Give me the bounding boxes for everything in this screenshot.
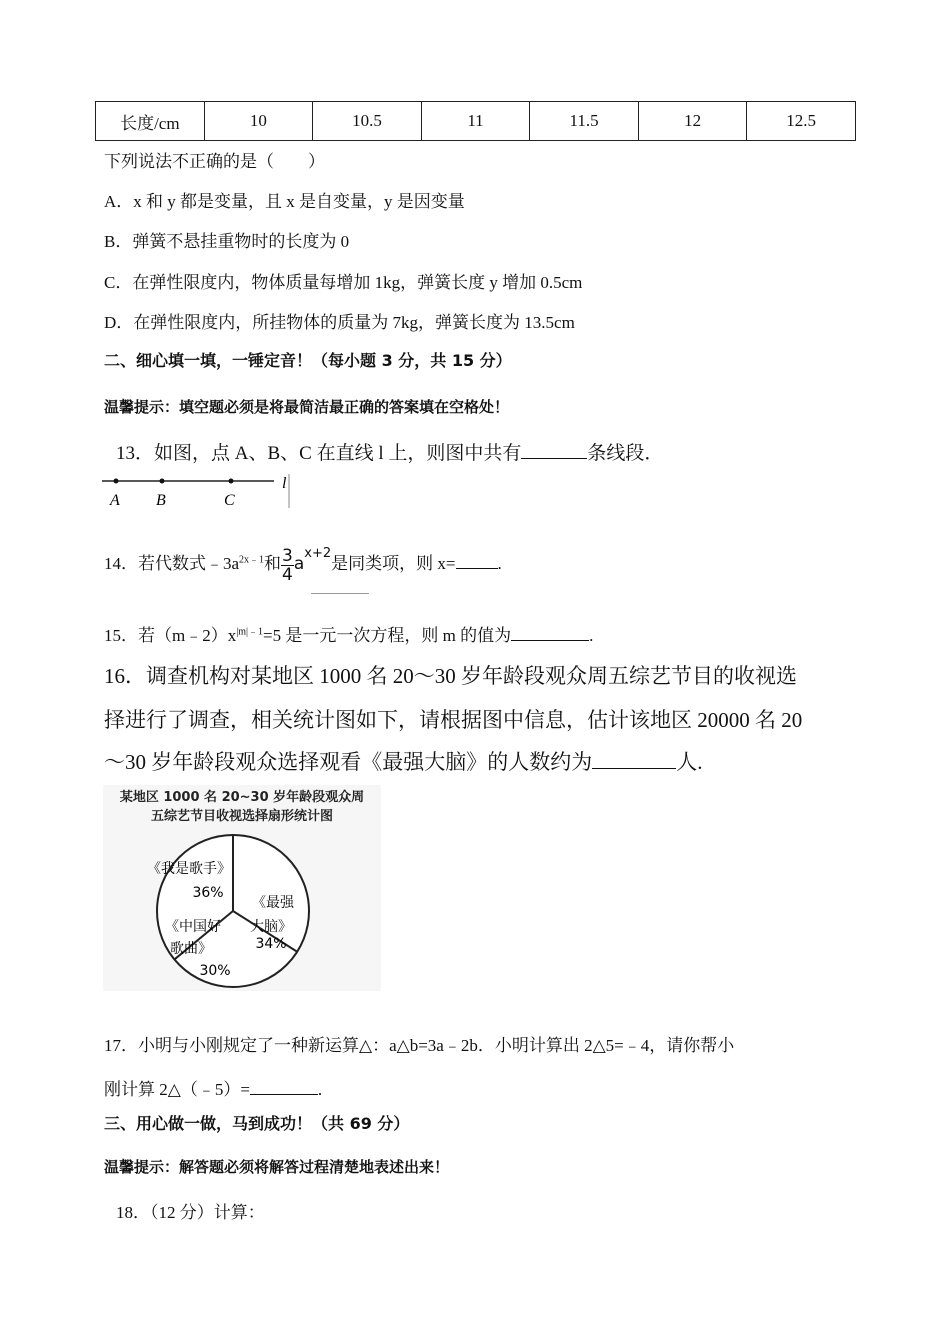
table-cell: 10 — [204, 102, 313, 141]
q12-stem: 下列说法不正确的是（ ） — [104, 152, 325, 171]
q14-text — [104, 546, 502, 584]
q17-line1: 17．小明与小刚规定了一种新运算△：a△b=3a﹣2b．小明计算出 2△5=﹣4，请你帮小 — [104, 1036, 735, 1055]
q15-text — [104, 621, 593, 646]
q12-option-a: A．x 和 y 都是变量，且 x 是自变量，y 是因变量 — [104, 192, 465, 211]
chart-title-line2: 五综艺节目收视选择扇形统计图 — [150, 809, 334, 824]
q12-option-c: C．在弹性限度内，物体质量每增加 1kg，弹簧长度 y 增加 0.5cm — [104, 273, 583, 292]
q16-line3-pre: ～30 岁年龄段观众选择观看《最强大脑》的人数约为 — [104, 750, 593, 774]
fraction-numerator: 3 — [282, 545, 293, 566]
q16-line1: 16．调查机构对某地区 1000 名 20～30 岁年龄段观众周五综艺节目的收视选 — [104, 664, 797, 688]
q14-pre: 14．若代数式﹣3a — [104, 554, 240, 573]
slice-label-song-l2: 歌曲》 — [170, 941, 212, 957]
chart-title-line1: 某地区 1000 名 20~30 岁年龄段观众周 — [119, 790, 365, 805]
table-cell: 11 — [421, 102, 530, 141]
fraction — [281, 547, 294, 584]
table-cell: 12.5 — [747, 102, 856, 141]
slice-label-brain-l1: 《最强 — [252, 895, 294, 911]
q14-var: a — [293, 554, 305, 574]
q14-mid: 和 — [264, 554, 282, 573]
slice-label-song-l1: 《中国好 — [165, 919, 221, 935]
table-header-cell: 长度/cm — [96, 102, 205, 141]
q15-end: . — [589, 626, 594, 645]
slice-label-brain-l2: 大脑》 — [250, 919, 292, 935]
q15-exp: |m|﹣1 — [236, 626, 264, 638]
point-c-label: C — [224, 492, 235, 509]
q13-text — [116, 438, 663, 465]
q14-end: . — [497, 554, 502, 573]
q12-option-d: D．在弹性限度内，所挂物体的质量为 7kg，弹簧长度为 13.5cm — [104, 313, 575, 332]
answer-blank[interactable] — [250, 1078, 318, 1095]
q16-line2: 择进行了调查，相关统计图如下，请根据图中信息，估计该地区 20000 名 20 — [104, 708, 803, 732]
divider — [311, 593, 369, 594]
q16-line3-post: 人. — [676, 750, 703, 774]
q17-line2 — [104, 1075, 322, 1100]
table-row — [96, 102, 856, 141]
q12-option-b: B．弹簧不悬挂重物时的长度为 0 — [104, 232, 350, 251]
q13-pre: 13．如图，点 A、B、C 在直线 l 上，则图中共有 — [116, 443, 522, 464]
section2-title: 二、细心填一填，一锤定音！（每小题 3 分，共 15 分） — [104, 351, 512, 370]
slice-label-singer: 《我是歌手》 — [147, 861, 231, 877]
q16-line3 — [104, 746, 703, 776]
section3-tip: 温馨提示：解答题必须将解答过程清楚地表述出来！ — [104, 1158, 450, 1176]
fraction-denominator: 4 — [282, 564, 293, 585]
section2-tip: 温馨提示：填空题必须是将最简洁最正确的答案填在空格处！ — [104, 398, 510, 416]
line-l-label: l — [282, 475, 287, 492]
q18-text: 18．（12 分）计算： — [116, 1203, 265, 1222]
table-cell: 12 — [638, 102, 747, 141]
slice-pct-singer: 36% — [192, 885, 224, 901]
point-a — [114, 479, 119, 484]
pie-chart — [103, 785, 381, 991]
slice-pct-song: 30% — [199, 963, 231, 979]
answer-blank[interactable] — [592, 749, 676, 769]
table-cell: 10.5 — [313, 102, 422, 141]
point-c — [229, 479, 234, 484]
q17-line2-end: . — [317, 1080, 323, 1099]
q14-post: 是同类项，则 x= — [331, 554, 456, 573]
q17-line2-pre: 刚计算 2△（﹣5）= — [104, 1080, 250, 1099]
answer-blank[interactable] — [511, 624, 589, 641]
q14-exp2: x+2 — [304, 546, 332, 561]
table-cell: 11.5 — [530, 102, 639, 141]
point-a-label: A — [110, 492, 120, 509]
point-b-label: B — [156, 492, 166, 509]
q14-exp1: 2x﹣1 — [239, 554, 265, 566]
q15-pre: 15．若（m﹣2）x — [104, 626, 237, 645]
q13-post: 条线段． — [587, 443, 664, 464]
length-table — [95, 101, 856, 141]
point-b — [160, 479, 165, 484]
slice-pct-brain: 34% — [255, 936, 287, 952]
q15-post: =5 是一元一次方程，则 m 的值为 — [263, 626, 512, 645]
answer-blank[interactable] — [521, 442, 587, 459]
line-segment-figure — [102, 472, 302, 512]
section3-title: 三、用心做一做，马到成功！（共 69 分） — [104, 1114, 410, 1133]
answer-blank[interactable] — [456, 552, 498, 569]
